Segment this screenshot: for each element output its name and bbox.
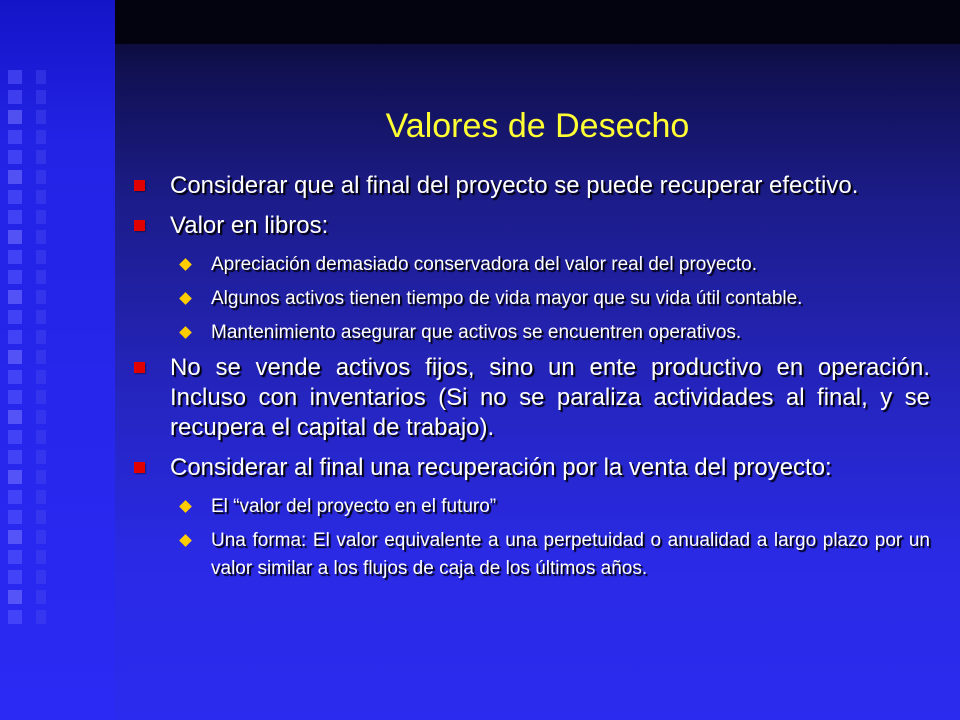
sub-bullet-item <box>134 527 930 583</box>
slide-body <box>134 171 930 589</box>
bullet-item <box>134 211 930 241</box>
square-bullet-icon <box>134 462 145 473</box>
left-decorative-strip <box>0 0 115 720</box>
sub-bullet-text: Apreciación demasiado conservadora del valor real del proyecto. <box>211 254 758 275</box>
diamond-bullet-icon <box>179 258 192 271</box>
square-bullet-icon <box>134 220 145 231</box>
top-dark-band <box>115 0 960 44</box>
sub-bullet-text: El “valor del proyecto en el futuro” <box>211 496 497 517</box>
sub-bullet-item <box>134 493 930 521</box>
sub-bullet-item <box>134 319 930 347</box>
sub-bullet-text: Una forma: El valor equivalente a una perpetuidad o anualidad a largo plazo por un valor similar a los flujos de caja de los últimos años. <box>211 530 930 579</box>
square-bullet-icon <box>134 362 145 373</box>
bullet-text: Considerar al final una recuperación por la venta del proyecto: <box>170 454 832 481</box>
sub-bullet-text: Mantenimiento asegurar que activos se encuentren operativos. <box>211 322 742 343</box>
sub-bullet-item <box>134 251 930 279</box>
diamond-bullet-icon <box>179 500 192 513</box>
diamond-bullet-icon <box>179 326 192 339</box>
bullet-text: Considerar que al final del proyecto se puede recuperar efectivo. <box>170 172 859 199</box>
bullet-item <box>134 453 930 483</box>
bullet-text: Valor en libros: <box>170 212 329 239</box>
diamond-bullet-icon <box>179 292 192 305</box>
slide-title: Valores de Desecho <box>385 107 690 145</box>
square-bullet-icon <box>134 180 145 191</box>
decorative-squares-secondary <box>36 70 48 624</box>
bullet-item <box>134 171 930 201</box>
sub-bullet-item <box>134 285 930 313</box>
bullet-item <box>134 353 930 443</box>
bullet-text: No se vende activos fijos, sino un ente productivo en operación. Incluso con inventarios (Si no se paraliza actividades al final, y se recupera el capital de trabajo). <box>170 354 930 441</box>
decorative-squares <box>8 70 30 624</box>
sub-bullet-text: Algunos activos tienen tiempo de vida mayor que su vida útil contable. <box>211 288 803 309</box>
diamond-bullet-icon <box>179 534 192 547</box>
